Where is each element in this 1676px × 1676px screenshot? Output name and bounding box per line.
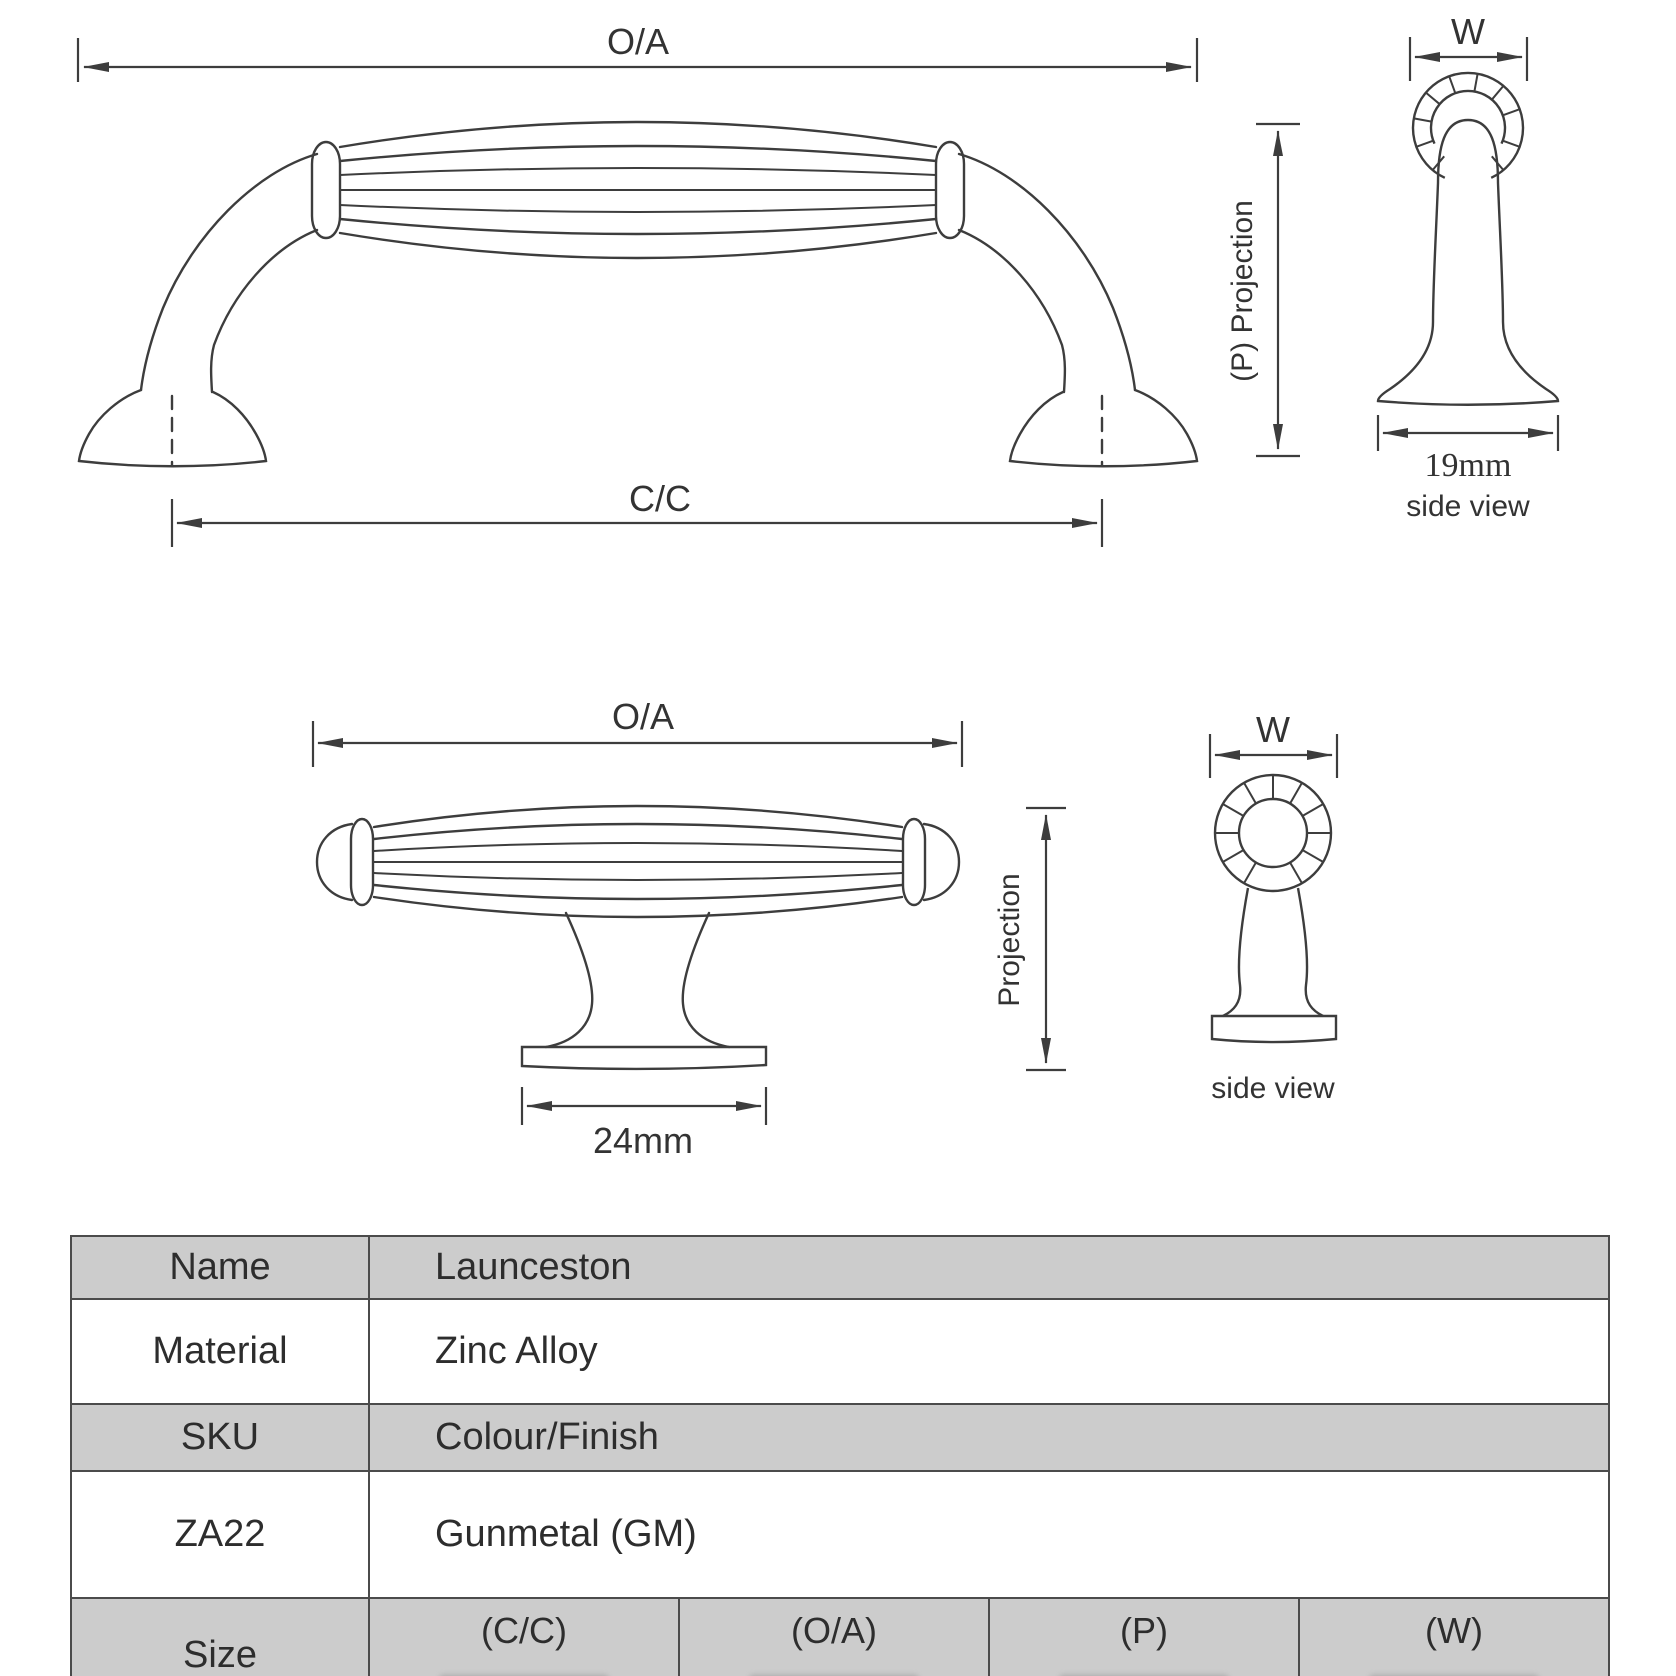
rosette-inner-ring	[1431, 91, 1505, 144]
table-size-row	[72, 1599, 1608, 1676]
knob-side-view	[1212, 775, 1336, 1042]
row-label: Name	[72, 1237, 370, 1298]
size-header: (C/C)	[481, 1610, 567, 1651]
pull-handle-side-view	[1378, 73, 1558, 405]
table-row	[72, 1472, 1608, 1599]
pull-handle-dimensions	[78, 38, 1300, 547]
knob-right-collar	[903, 819, 925, 905]
knob-side-view-label: side view	[1211, 1072, 1335, 1105]
row-label: Material	[72, 1300, 370, 1403]
row-label: Size	[72, 1599, 370, 1676]
row-value: Launceston	[435, 1246, 632, 1288]
size-column-p	[990, 1599, 1300, 1676]
knob-left-collar	[351, 819, 373, 905]
knob-front-view	[317, 806, 959, 1069]
knob-right-cap	[924, 824, 959, 900]
knob-base-width-label: 24mm	[592, 1120, 694, 1161]
handle-cc-label: C/C	[629, 478, 691, 519]
knob-projection-label: Projection	[993, 873, 1026, 1007]
size-header: (P)	[1120, 1610, 1168, 1651]
knob-left-cap	[317, 824, 352, 900]
row-value: Zinc Alloy	[435, 1330, 598, 1372]
knob-w-label: W	[1256, 709, 1290, 750]
handle-right-collar	[936, 142, 964, 238]
table-row	[72, 1300, 1608, 1405]
handle-oa-label: O/A	[606, 21, 670, 62]
row-value: Gunmetal (GM)	[435, 1513, 697, 1555]
size-column-w	[1300, 1599, 1608, 1676]
knob-rosette-inner-ring	[1239, 799, 1307, 867]
handle-projection-label: (P) Projection	[1226, 200, 1259, 382]
knob-dimensions	[313, 721, 1066, 1125]
handle-side-view-label: side view	[1406, 490, 1530, 523]
handle-left-collar	[312, 142, 340, 238]
row-value: Colour/Finish	[435, 1416, 659, 1458]
size-column-oa	[680, 1599, 990, 1676]
handle-base-width-label: 19mm	[1424, 447, 1512, 484]
table-row	[72, 1237, 1608, 1300]
size-header: (O/A)	[791, 1610, 877, 1651]
pull-handle-front-view	[79, 122, 1197, 466]
pull-handle-side-dimensions	[1378, 37, 1558, 451]
size-header: (W)	[1425, 1610, 1483, 1651]
spec-table	[70, 1235, 1610, 1676]
size-column-cc	[370, 1599, 680, 1676]
rosette-outer-ring	[1413, 73, 1523, 178]
row-label: ZA22	[72, 1472, 370, 1597]
table-row	[72, 1405, 1608, 1472]
row-label: SKU	[72, 1405, 370, 1470]
knob-oa-label: O/A	[611, 696, 675, 737]
handle-w-label: W	[1451, 11, 1485, 52]
